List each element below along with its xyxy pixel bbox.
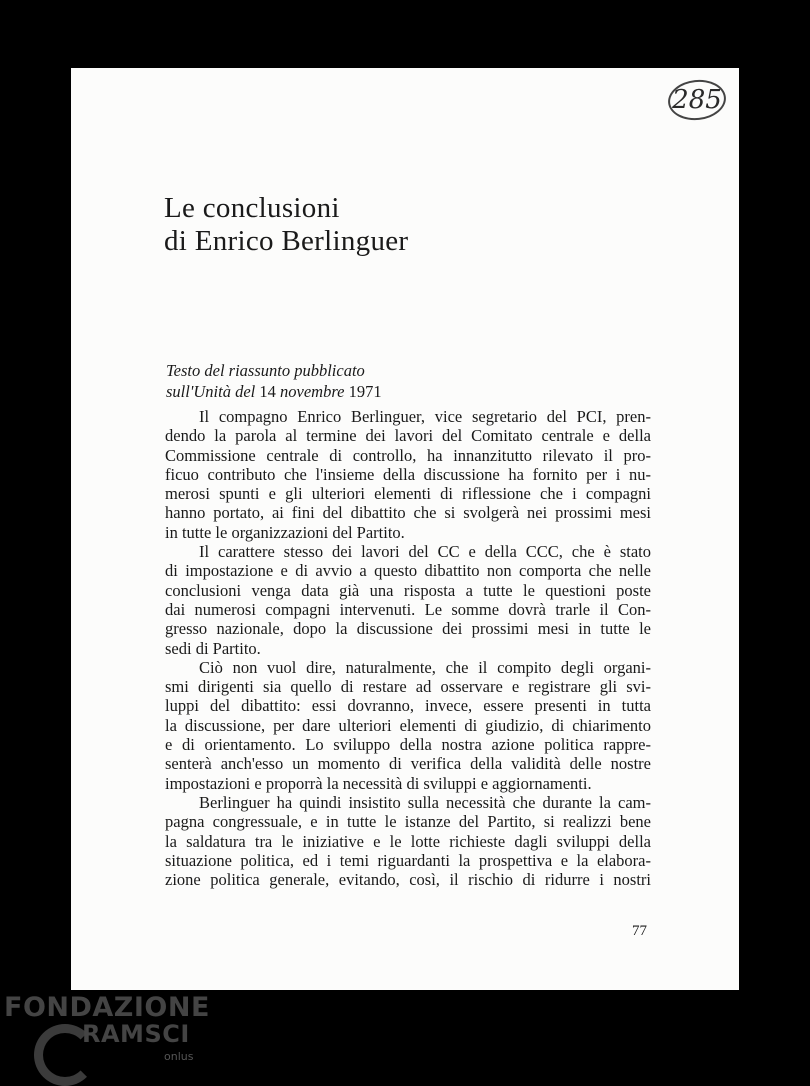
body-line: luppi del dibattito: essi dovranno, invece, essere presenti in tutta bbox=[165, 696, 651, 716]
paragraph-2 bbox=[165, 542, 651, 658]
paragraph-3 bbox=[165, 658, 651, 793]
subtitle-month: novembre bbox=[280, 382, 345, 401]
article-title bbox=[164, 192, 408, 258]
body-line: smi dirigenti sia quello di restare ad osservare e registrare gli svi- bbox=[165, 677, 651, 697]
title-line-2: di Enrico Berlinguer bbox=[164, 225, 409, 257]
body-line: hanno portato, ai fini del dibattito che si svolgerà nei prossimi mesi bbox=[165, 503, 651, 523]
body-line: e di orientamento. Lo sviluppo della nostra azione politica rappre- bbox=[165, 735, 651, 755]
logo-line-2: RAMSCI bbox=[82, 1020, 190, 1048]
body-line: Il carattere stesso dei lavori del CC e della CCC, che è stato bbox=[199, 542, 651, 562]
body-line: Berlinguer ha quindi insistito sulla necessità che durante la cam- bbox=[199, 792, 651, 812]
logo-line-3: onlus bbox=[164, 1050, 194, 1063]
article-subtitle bbox=[166, 360, 382, 402]
body-line: impostazioni e proporrà la necessità di sviluppi e aggiornamenti. bbox=[165, 773, 592, 793]
body-line: in tutte le organizzazioni del Partito. bbox=[165, 522, 405, 542]
subtitle-source: sull'Unità del bbox=[166, 382, 256, 401]
paragraph-4 bbox=[165, 793, 651, 889]
article-body bbox=[165, 407, 651, 889]
body-line: dendo la parola al termine dei lavori del Comitato centrale e della bbox=[165, 426, 651, 446]
body-line: ficuo contributo che l'insieme della discussione ha fornito per i nu- bbox=[165, 464, 651, 484]
paragraph-1 bbox=[165, 407, 651, 542]
body-line: sedi di Partito. bbox=[165, 638, 261, 658]
body-line: situazione politica, ed i temi riguardanti la prospettiva e la elabora- bbox=[165, 850, 651, 870]
body-line: merosi spunti e gli ulteriori elementi di riflessione che i compagni bbox=[165, 484, 651, 504]
body-line: conclusioni venga data già una risposta a tutte le questioni poste bbox=[165, 580, 651, 600]
title-line-1: Le conclusioni bbox=[164, 192, 340, 224]
document-page bbox=[71, 68, 739, 990]
body-line: la saldatura tra le iniziative e le lotte richieste dagli sviluppi della bbox=[165, 831, 651, 851]
subtitle-year: 1971 bbox=[348, 382, 382, 401]
body-line: pagna congressuale, e in tutte le istanze del Partito, si realizzi bene bbox=[165, 812, 651, 832]
subtitle-line-1: Testo del riassunto pubblicato bbox=[166, 361, 365, 380]
body-line: gresso nazionale, dopo la discussione dei prossimi mesi in tutte le bbox=[165, 619, 651, 639]
subtitle-day: 14 bbox=[259, 382, 276, 401]
logo-line-1: FONDAZIONE bbox=[4, 992, 210, 1023]
body-line: Commissione centrale di controllo, ha innanzitutto rilevato il pro- bbox=[165, 445, 651, 465]
body-line: zione politica generale, evitando, così, il rischio di ridurre i nostri bbox=[165, 870, 651, 890]
handwritten-archive-number bbox=[668, 80, 726, 120]
body-line: Il compagno Enrico Berlinguer, vice segretario del PCI, pren- bbox=[199, 407, 651, 426]
handwritten-number-text: 285 bbox=[672, 85, 722, 115]
body-line: senterà anch'esso un momento di verifica della validità delle nostre bbox=[165, 754, 651, 774]
body-line: Ciò non vuol dire, naturalmente, che il compito degli organi- bbox=[199, 657, 651, 677]
page-number: 77 bbox=[632, 923, 647, 939]
body-line: di impostazione e di avvio a questo dibattito non comporta che nelle bbox=[165, 561, 651, 581]
body-line: la discussione, per dare ulteriori elementi di giudizio, di chiarimento bbox=[165, 715, 651, 735]
body-line: dai numerosi compagni intervenuti. Le somme dovrà trarle il Con- bbox=[165, 599, 651, 619]
fondazione-gramsci-logo bbox=[4, 990, 214, 1075]
